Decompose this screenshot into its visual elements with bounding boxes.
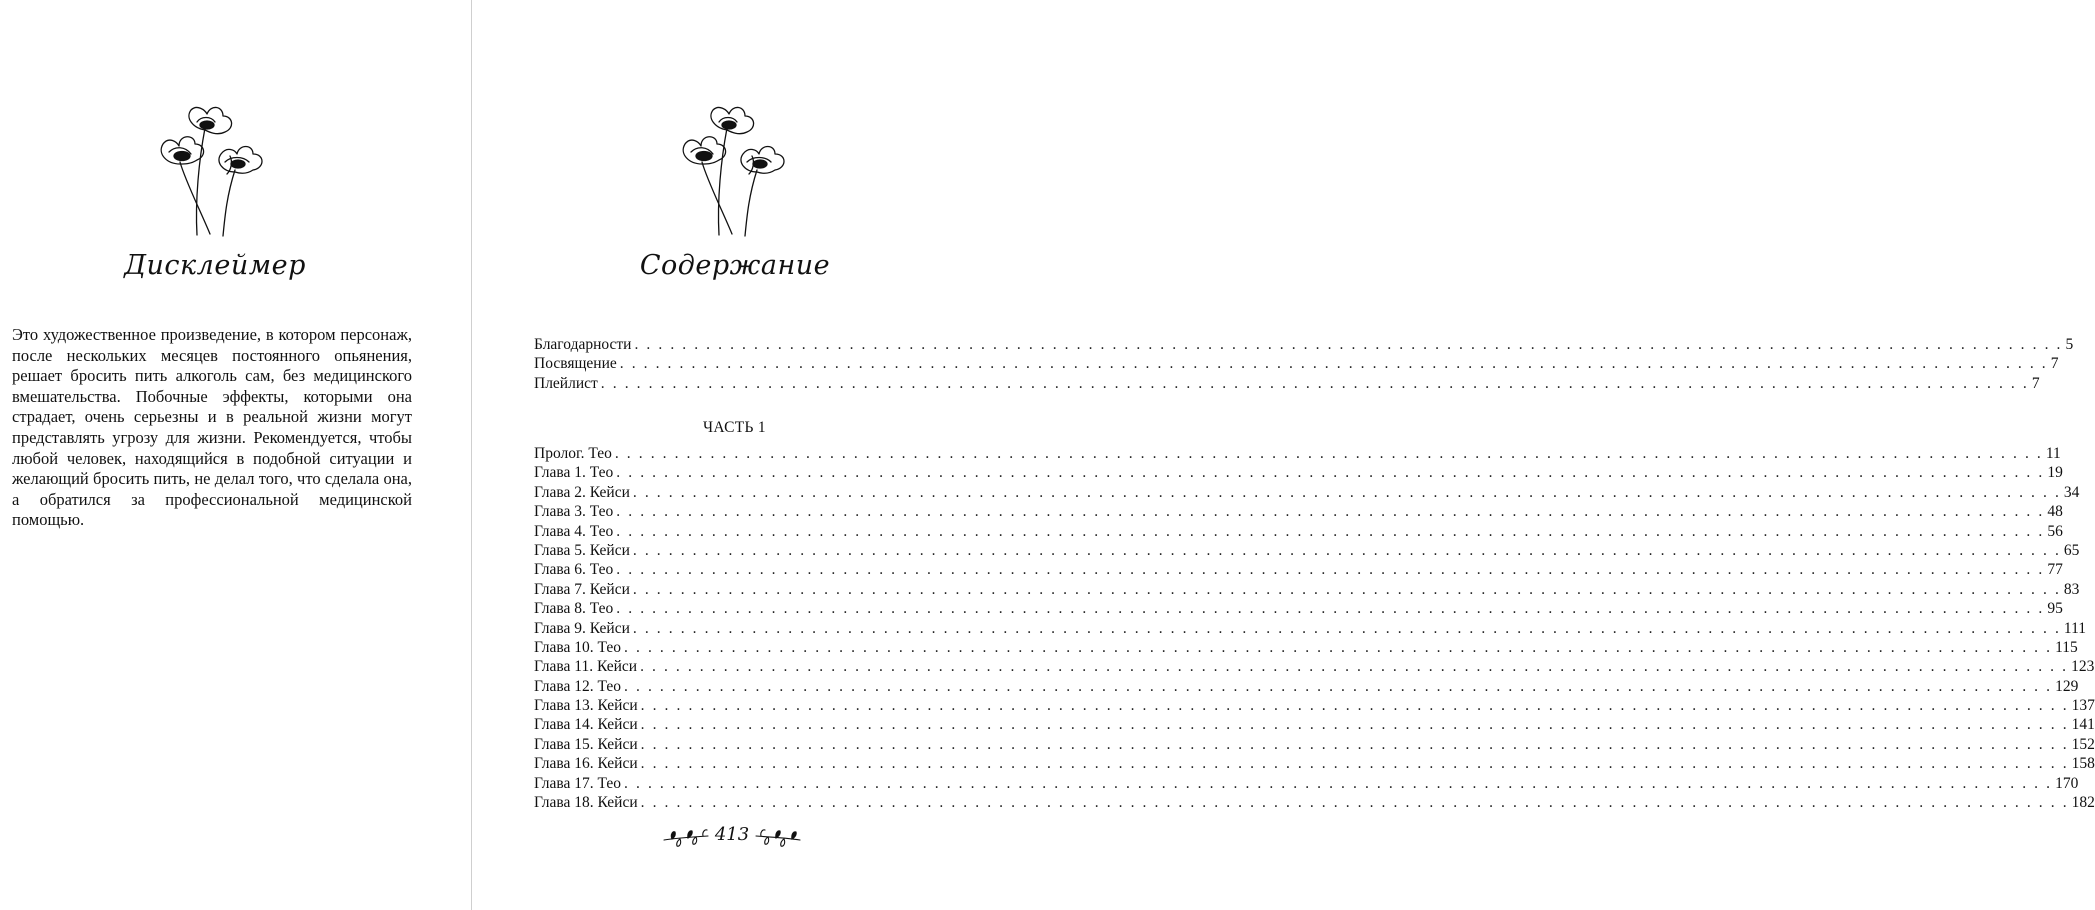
toc-entry-page: 115 bbox=[2055, 638, 2078, 656]
leaf-sprig-left-icon bbox=[662, 826, 710, 852]
toc-dot-leader: . . . . . . . . . . . . . . . . . . . . . . . . . . . . . . . . . . . . . . . . . . . . . . . . . . . . . . . . . . . . . . . . . . . . . . . . . . . . . . . . . . . . . . . . . . . . . . . . . . . . . . . . . . . . . . . . . . . . . . . . bbox=[640, 755, 2069, 773]
toc-entry bbox=[534, 445, 2061, 464]
toc-entry-title: Глава 7. Кейси bbox=[534, 580, 630, 598]
toc-dot-leader: . . . . . . . . . . . . . . . . . . . . . . . . . . . . . . . . . . . . . . . . . . . . . . . . . . . . . . . . . . . . . . . . . . . . . . . . . . . . . . . . . . . . . . . . . . . . . . . . . . . . . . . . . . . . . . . . . . . . . . . . bbox=[614, 445, 2043, 462]
toc-entry bbox=[534, 697, 2095, 716]
toc-entry-title: Глава 14. Кейси bbox=[534, 716, 638, 734]
toc-entry-page: 111 bbox=[2063, 619, 2087, 637]
toc-entry bbox=[534, 600, 2063, 619]
toc-dot-leader: . . . . . . . . . . . . . . . . . . . . . . . . . . . . . . . . . . . . . . . . . . . . . . . . . . . . . . . . . . . . . . . . . . . . . . . . . . . . . . . . . . . . . . . . . . . . . . . . . . . . . . . . . . . . . . . . . . . . . . . . bbox=[634, 336, 2063, 353]
toc-entry-page: 11 bbox=[2045, 445, 2061, 462]
disclaimer-heading: Дисклеймер bbox=[124, 250, 306, 281]
part-heading: ЧАСТЬ 1 bbox=[703, 419, 766, 436]
toc-entry-title: Глава 4. Тео bbox=[534, 522, 614, 540]
page-folio bbox=[662, 822, 802, 858]
toc-dot-leader: . . . . . . . . . . . . . . . . . . . . . . . . . . . . . . . . . . . . . . . . . . . . . . . . . . . . . . . . . . . . . . . . . . . . . . . . . . . . . . . . . . . . . . . . . . . . . . . . . . . . . . . . . . . . . . . . . . . . . . . . bbox=[616, 561, 2045, 579]
toc-entry-title: Глава 9. Кейси bbox=[534, 619, 630, 637]
toc-entry-title: Глава 15. Кейси bbox=[534, 735, 638, 753]
toc-entry-title: Благодарности bbox=[534, 336, 632, 353]
poppies-illustration-icon bbox=[677, 100, 792, 240]
poppies-illustration-icon bbox=[155, 100, 270, 240]
toc-entry-page: 137 bbox=[2071, 697, 2095, 715]
toc-entry-page: 77 bbox=[2047, 561, 2063, 579]
toc-chapters bbox=[534, 445, 2095, 813]
toc-entry-title: Глава 11. Кейси bbox=[534, 658, 638, 676]
toc-entry-page: 129 bbox=[2055, 677, 2079, 695]
toc-entry-page: 48 bbox=[2047, 503, 2063, 521]
toc-dot-leader: . . . . . . . . . . . . . . . . . . . . . . . . . . . . . . . . . . . . . . . . . . . . . . . . . . . . . . . . . . . . . . . . . . . . . . . . . . . . . . . . . . . . . . . . . . . . . . . . . . . . . . . . . . . . . . . . . . . . . . . . bbox=[624, 638, 2053, 656]
toc-entry bbox=[534, 735, 2095, 755]
toc-entry-page: 56 bbox=[2047, 522, 2063, 540]
toc-entry-title: Глава 18. Кейси bbox=[534, 794, 638, 812]
toc-entry-page: 182 bbox=[2071, 794, 2095, 812]
toc-entry bbox=[534, 755, 2095, 774]
toc-entry bbox=[534, 355, 2059, 374]
toc-entry-page: 95 bbox=[2047, 600, 2063, 618]
toc-dot-leader: . . . . . . . . . . . . . . . . . . . . . . . . . . . . . . . . . . . . . . . . . . . . . . . . . . . . . . . . . . . . . . . . . . . . . . . . . . . . . . . . . . . . . . . . . . . . . . . . . . . . . . . . . . . . . . . . . . . . . . . . bbox=[619, 355, 2048, 373]
toc-entry bbox=[534, 503, 2063, 522]
toc-entry bbox=[534, 561, 2063, 580]
toc-dot-leader: . . . . . . . . . . . . . . . . . . . . . . . . . . . . . . . . . . . . . . . . . . . . . . . . . . . . . . . . . . . . . . . . . . . . . . . . . . . . . . . . . . . . . . . . . . . . . . . . . . . . . . . . . . . . . . . . . . . . . . . . bbox=[616, 464, 2045, 482]
toc-dot-leader: . . . . . . . . . . . . . . . . . . . . . . . . . . . . . . . . . . . . . . . . . . . . . . . . . . . . . . . . . . . . . . . . . . . . . . . . . . . . . . . . . . . . . . . . . . . . . . . . . . . . . . . . . . . . . . . . . . . . . . . . bbox=[640, 716, 2069, 734]
toc-entry bbox=[534, 483, 2080, 503]
toc-entry-page: 19 bbox=[2047, 464, 2063, 482]
toc-entry bbox=[534, 774, 2079, 794]
toc-entry-page: 83 bbox=[2063, 580, 2080, 598]
toc-entry-page: 7 bbox=[2050, 355, 2059, 373]
toc-dot-leader: . . . . . . . . . . . . . . . . . . . . . . . . . . . . . . . . . . . . . . . . . . . . . . . . . . . . . . . . . . . . . . . . . . . . . . . . . . . . . . . . . . . . . . . . . . . . . . . . . . . . . . . . . . . . . . . . . . . . . . . . bbox=[640, 735, 2069, 753]
toc-entry bbox=[534, 374, 2040, 394]
toc-entry-title: Глава 13. Кейси bbox=[534, 697, 638, 715]
toc-entry-page: 5 bbox=[2065, 336, 2074, 353]
toc-entry bbox=[534, 658, 2095, 677]
right-page bbox=[472, 0, 2095, 910]
left-page bbox=[0, 0, 471, 910]
toc-dot-leader: . . . . . . . . . . . . . . . . . . . . . . . . . . . . . . . . . . . . . . . . . . . . . . . . . . . . . . . . . . . . . . . . . . . . . . . . . . . . . . . . . . . . . . . . . . . . . . . . . . . . . . . . . . . . . . . . . . . . . . . . bbox=[616, 503, 2045, 521]
toc-entry bbox=[534, 522, 2063, 542]
toc-dot-leader: . . . . . . . . . . . . . . . . . . . . . . . . . . . . . . . . . . . . . . . . . . . . . . . . . . . . . . . . . . . . . . . . . . . . . . . . . . . . . . . . . . . . . . . . . . . . . . . . . . . . . . . . . . . . . . . . . . . . . . . . bbox=[640, 794, 2069, 812]
toc-entry bbox=[534, 541, 2080, 561]
toc-entry-page: 158 bbox=[2071, 755, 2095, 773]
disclaimer-paragraph: Это художественное произведение, в котором персонаж, после нескольких месяцев постоянного опьянения, решает бросить пить алкоголь сам, без медицинского вмешательства. Побочные эффекты, которыми она страдает, очень серьезны и в реальной жизни могут представлять угрозу для жизни. Рекомендуется, чтобы любой человек, находящийся в подобной ситуации и желающий бросить пить, не делал того, что сделала она, а обратился за профессиональной медицинской помощью. bbox=[12, 325, 412, 530]
toc-entry bbox=[534, 677, 2079, 697]
toc-entry bbox=[534, 464, 2063, 483]
toc-dot-leader: . . . . . . . . . . . . . . . . . . . . . . . . . . . . . . . . . . . . . . . . . . . . . . . . . . . . . . . . . . . . . . . . . . . . . . . . . . . . . . . . . . . . . . . . . . . . . . . . . . . . . . . . . . . . . . . . . . . . . . . . bbox=[640, 658, 2069, 676]
toc-entry-title: Глава 17. Тео bbox=[534, 774, 622, 792]
toc-dot-leader: . . . . . . . . . . . . . . . . . . . . . . . . . . . . . . . . . . . . . . . . . . . . . . . . . . . . . . . . . . . . . . . . . . . . . . . . . . . . . . . . . . . . . . . . . . . . . . . . . . . . . . . . . . . . . . . . . . . . . . . . bbox=[640, 697, 2069, 715]
toc-entry-page: 152 bbox=[2071, 735, 2095, 753]
toc-entry-title: Глава 5. Кейси bbox=[534, 541, 630, 559]
page-number: 413 bbox=[714, 824, 750, 845]
toc-dot-leader: . . . . . . . . . . . . . . . . . . . . . . . . . . . . . . . . . . . . . . . . . . . . . . . . . . . . . . . . . . . . . . . . . . . . . . . . . . . . . . . . . . . . . . . . . . . . . . . . . . . . . . . . . . . . . . . . . . . . . . . . bbox=[632, 580, 2061, 598]
toc-dot-leader: . . . . . . . . . . . . . . . . . . . . . . . . . . . . . . . . . . . . . . . . . . . . . . . . . . . . . . . . . . . . . . . . . . . . . . . . . . . . . . . . . . . . . . . . . . . . . . . . . . . . . . . . . . . . . . . . . . . . . . . . bbox=[616, 600, 2045, 618]
toc-entry-title: Пролог. Тео bbox=[534, 445, 612, 462]
toc-entry-title: Плейлист bbox=[534, 374, 598, 392]
toc-dot-leader: . . . . . . . . . . . . . . . . . . . . . . . . . . . . . . . . . . . . . . . . . . . . . . . . . . . . . . . . . . . . . . . . . . . . . . . . . . . . . . . . . . . . . . . . . . . . . . . . . . . . . . . . . . . . . . . . . . . . . . . . bbox=[616, 522, 2045, 540]
toc-dot-leader: . . . . . . . . . . . . . . . . . . . . . . . . . . . . . . . . . . . . . . . . . . . . . . . . . . . . . . . . . . . . . . . . . . . . . . . . . . . . . . . . . . . . . . . . . . . . . . . . . . . . . . . . . . . . . . . . . . . . . . . . bbox=[632, 619, 2061, 637]
toc-entry-page: 7 bbox=[2031, 374, 2040, 392]
toc-entry-title: Глава 12. Тео bbox=[534, 677, 622, 695]
toc-entry-page: 123 bbox=[2071, 658, 2095, 676]
toc-dot-leader: . . . . . . . . . . . . . . . . . . . . . . . . . . . . . . . . . . . . . . . . . . . . . . . . . . . . . . . . . . . . . . . . . . . . . . . . . . . . . . . . . . . . . . . . . . . . . . . . . . . . . . . . . . . . . . . . . . . . . . . . bbox=[624, 677, 2053, 695]
toc-front-matter bbox=[534, 336, 2074, 394]
toc-dot-leader: . . . . . . . . . . . . . . . . . . . . . . . . . . . . . . . . . . . . . . . . . . . . . . . . . . . . . . . . . . . . . . . . . . . . . . . . . . . . . . . . . . . . . . . . . . . . . . . . . . . . . . . . . . . . . . . . . . . . . . . . bbox=[624, 774, 2053, 792]
toc-entry-title: Глава 6. Тео bbox=[534, 561, 614, 579]
contents-heading: Содержание bbox=[639, 250, 831, 281]
toc-entry-title: Глава 1. Тео bbox=[534, 464, 614, 482]
toc-entry-page: 170 bbox=[2055, 774, 2079, 792]
toc-entry bbox=[534, 336, 2074, 355]
toc-entry bbox=[534, 794, 2095, 813]
toc-dot-leader: . . . . . . . . . . . . . . . . . . . . . . . . . . . . . . . . . . . . . . . . . . . . . . . . . . . . . . . . . . . . . . . . . . . . . . . . . . . . . . . . . . . . . . . . . . . . . . . . . . . . . . . . . . . . . . . . . . . . . . . . bbox=[632, 541, 2061, 559]
toc-entry-page: 34 bbox=[2063, 483, 2080, 501]
toc-entry-title: Глава 16. Кейси bbox=[534, 755, 638, 773]
toc-entry-title: Глава 3. Тео bbox=[534, 503, 614, 521]
toc-entry bbox=[534, 580, 2080, 600]
toc-entry bbox=[534, 716, 2095, 735]
toc-entry-title: Глава 10. Тео bbox=[534, 638, 622, 656]
toc-entry-page: 141 bbox=[2071, 716, 2095, 734]
toc-entry-title: Глава 2. Кейси bbox=[534, 483, 630, 501]
toc-dot-leader: . . . . . . . . . . . . . . . . . . . . . . . . . . . . . . . . . . . . . . . . . . . . . . . . . . . . . . . . . . . . . . . . . . . . . . . . . . . . . . . . . . . . . . . . . . . . . . . . . . . . . . . . . . . . . . . . . . . . . . . . bbox=[600, 374, 2029, 392]
leaf-sprig-right-icon bbox=[754, 826, 802, 852]
toc-dot-leader: . . . . . . . . . . . . . . . . . . . . . . . . . . . . . . . . . . . . . . . . . . . . . . . . . . . . . . . . . . . . . . . . . . . . . . . . . . . . . . . . . . . . . . . . . . . . . . . . . . . . . . . . . . . . . . . . . . . . . . . . bbox=[632, 483, 2061, 501]
toc-entry-title: Глава 8. Тео bbox=[534, 600, 614, 618]
toc-entry bbox=[534, 619, 2087, 639]
toc-entry-title: Посвящение bbox=[534, 355, 617, 373]
toc-entry bbox=[534, 638, 2078, 658]
toc-entry-page: 65 bbox=[2063, 541, 2080, 559]
